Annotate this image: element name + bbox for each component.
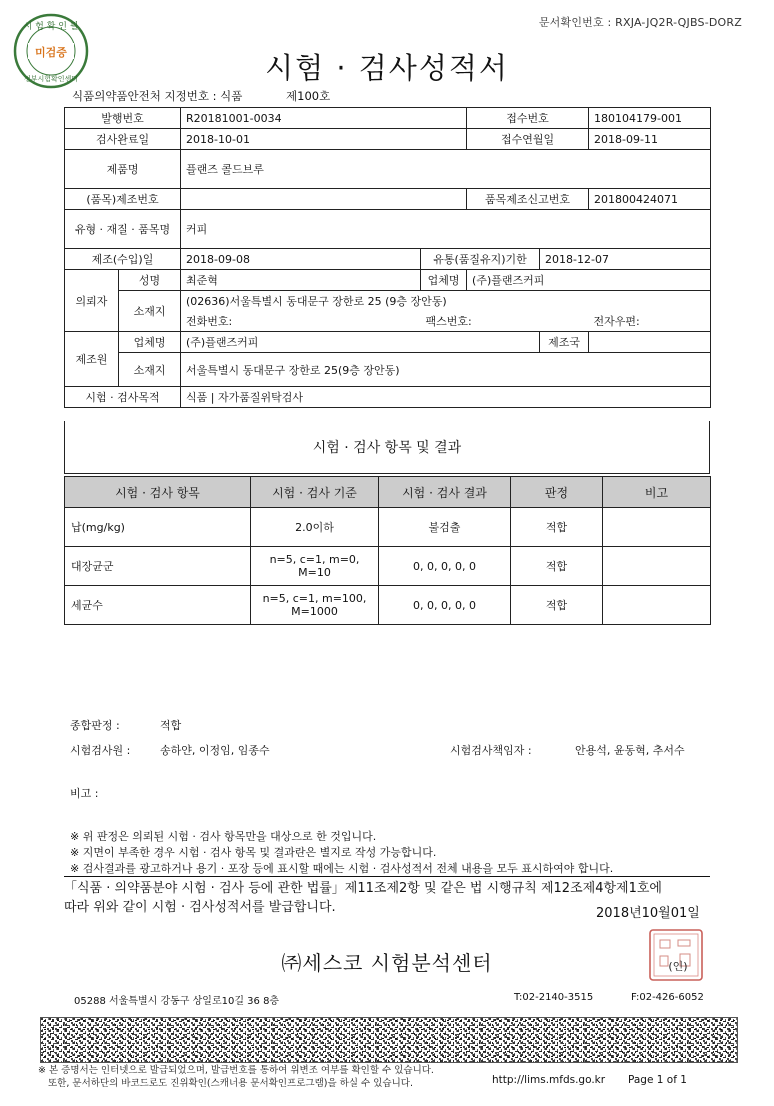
results-header-result: 시험 · 검사 결과 xyxy=(379,477,511,508)
expiry-value: 2018-12-07 xyxy=(540,249,711,270)
client-company-value: (주)플랜즈커피 xyxy=(467,270,711,291)
seal-top-text: 시 험 확 인 필 xyxy=(23,22,79,32)
verification-link[interactable]: http://lims.mfds.go.kr xyxy=(492,1074,606,1086)
footer-line: ※ 본 증명서는 인터넷으로 발급되었으며, 발급번호를 통하여 위변조 여부를 확인할 수 있습니다. xyxy=(38,1065,434,1076)
result-value: 0, 0, 0, 0, 0 xyxy=(379,586,511,625)
client-name-value: 최준혁 xyxy=(181,270,421,291)
table-row xyxy=(65,508,711,547)
seal-bottom-text: 정부시험확인센터 xyxy=(23,75,79,83)
result-item: 세균수 xyxy=(65,586,251,625)
issue-no-value: R20181001-0034 xyxy=(181,108,467,129)
client-label: 의뢰자 xyxy=(65,270,119,332)
report-no-label: 품목제조신고번호 xyxy=(467,189,589,210)
notes xyxy=(70,829,613,877)
footer-notice xyxy=(38,1064,434,1090)
result-standard: n=5, c=1, m=0, M=10 xyxy=(251,547,379,586)
results-header-item: 시험 · 검사 항목 xyxy=(65,477,251,508)
product-label: 제품명 xyxy=(65,150,181,189)
info-table xyxy=(64,107,711,408)
managers-value: 안용석, 윤동혁, 추서수 xyxy=(575,744,685,757)
testers-value: 송하얀, 이정임, 임종수 xyxy=(160,744,270,757)
table-row xyxy=(65,547,711,586)
designation-number: 제100호 xyxy=(286,89,331,103)
country-label: 제조국 xyxy=(540,332,589,353)
issue-no-label: 발행번호 xyxy=(65,108,181,129)
law-line: 「식품 · 의약품분야 시험 · 검사 등에 관한 법률」제11조제2항 및 같은 법 시행규칙 제12조제4항제1호에 xyxy=(64,881,662,896)
result-value: 불검출 xyxy=(379,508,511,547)
result-judgment: 적합 xyxy=(511,547,603,586)
receipt-date-label: 접수연월일 xyxy=(467,129,589,150)
results-table xyxy=(64,476,711,625)
organization-name: ㈜세스코 시험분석센터 xyxy=(281,951,493,975)
result-remark xyxy=(603,586,711,625)
type-value: 커피 xyxy=(181,210,711,249)
maker-company-value: (주)플랜즈커피 xyxy=(181,332,540,353)
purpose-value: 식품 | 자가품질위탁검사 xyxy=(181,387,711,408)
complete-date-label: 검사완료일 xyxy=(65,129,181,150)
client-company-label: 업체명 xyxy=(421,270,467,291)
seal-center-text: 미검증 xyxy=(35,46,67,59)
results-header-judgment: 판정 xyxy=(511,477,603,508)
results-header-remark: 비고 xyxy=(603,477,711,508)
client-address-value: (02636)서울특별시 동대문구 장한로 25 (9층 장안동) xyxy=(181,291,711,312)
managers-label: 시험검사책임자 : xyxy=(450,744,532,757)
maker-address-value: 서울특별시 동대문구 장한로 25(9층 장안동) xyxy=(181,353,711,387)
phone-label: 전화번호: xyxy=(181,311,421,332)
result-item: 대장균군 xyxy=(65,547,251,586)
result-judgment: 적합 xyxy=(511,508,603,547)
note-line: ※ 지면이 부족한 경우 시험 · 검사 항목 및 결과란은 별지로 작성 가능합니다. xyxy=(70,846,437,859)
remark-label: 비고 : xyxy=(70,787,99,800)
lot-value xyxy=(181,189,467,210)
report-no-value: 201800424071 xyxy=(589,189,711,210)
org-fax: F:02-426-6052 xyxy=(631,992,704,1003)
mfg-date-value: 2018-09-08 xyxy=(181,249,421,270)
official-stamp-icon xyxy=(648,928,704,982)
org-address: 05288 서울특별시 강동구 상일로10길 36 8층 xyxy=(74,996,280,1007)
purpose-label: 시험 · 검사목적 xyxy=(65,387,181,408)
result-standard: n=5, c=1, m=100, M=1000 xyxy=(251,586,379,625)
receipt-no-value: 180104179-001 xyxy=(589,108,711,129)
law-line: 따라 위와 같이 시험 · 검사성적서를 발급합니다. xyxy=(64,900,336,915)
result-value: 0, 0, 0, 0, 0 xyxy=(379,547,511,586)
designation-line xyxy=(72,88,330,104)
result-remark xyxy=(603,547,711,586)
product-value: 플랜즈 콜드브루 xyxy=(181,150,711,189)
table-row xyxy=(65,586,711,625)
country-value xyxy=(589,332,711,353)
fax-label: 팩스번호: xyxy=(421,311,589,332)
issue-date: 2018년10월01일 xyxy=(596,906,700,921)
mfg-date-label: 제조(수입)일 xyxy=(65,249,181,270)
designation-label: 식품의약품안전처 지정번호 : 식품 xyxy=(72,89,243,103)
results-section-title: 시험 · 검사 항목 및 결과 xyxy=(64,421,710,474)
org-tel: T:02-2140-3515 xyxy=(514,992,594,1003)
result-item: 납(mg/kg) xyxy=(65,508,251,547)
note-line: ※ 검사결과를 광고하거나 용기 · 포장 등에 표시할 때에는 시험 · 검사성적서 전체 내용을 모두 표시하여야 합니다. xyxy=(70,862,614,875)
page-title: 시험 · 검사성적서 xyxy=(265,51,509,85)
receipt-no-label: 접수번호 xyxy=(467,108,589,129)
overall-judgment-label: 종합판정 : xyxy=(70,719,120,732)
lot-label: (품목)제조번호 xyxy=(65,189,181,210)
complete-date-value: 2018-10-01 xyxy=(181,129,467,150)
barcode-icon xyxy=(40,1017,738,1063)
result-remark xyxy=(603,508,711,547)
document-number: 문서확인번호 : RXJA-JQ2R-QJBS-DORZ xyxy=(538,16,742,29)
email-label: 전자우편: xyxy=(589,311,711,332)
testers-label: 시험검사원 : xyxy=(70,744,131,757)
overall-judgment-value: 적합 xyxy=(160,719,182,732)
client-name-label: 성명 xyxy=(119,270,181,291)
law-text xyxy=(64,879,662,917)
result-standard: 2.0이하 xyxy=(251,508,379,547)
type-label: 유형 · 재질 · 품목명 xyxy=(65,210,181,249)
page-number: Page 1 of 1 xyxy=(628,1074,687,1086)
client-address-label: 소재지 xyxy=(119,291,181,332)
note-line: ※ 위 판정은 의뢰된 시험 · 검사 항목만을 대상으로 한 것입니다. xyxy=(70,830,377,843)
result-judgment: 적합 xyxy=(511,586,603,625)
stamp-text: (인) xyxy=(668,960,688,973)
maker-label: 제조원 xyxy=(65,332,119,387)
footer-line: 또한, 문서하단의 바코드로도 진위확인(스캐너용 문서확인프로그램)을 하실 수 있습니다. xyxy=(48,1078,413,1089)
maker-address-label: 소재지 xyxy=(119,353,181,387)
divider xyxy=(64,876,710,877)
expiry-label: 유통(품질유지)기한 xyxy=(421,249,540,270)
results-header-standard: 시험 · 검사 기준 xyxy=(251,477,379,508)
maker-company-label: 업체명 xyxy=(119,332,181,353)
receipt-date-value: 2018-09-11 xyxy=(589,129,711,150)
